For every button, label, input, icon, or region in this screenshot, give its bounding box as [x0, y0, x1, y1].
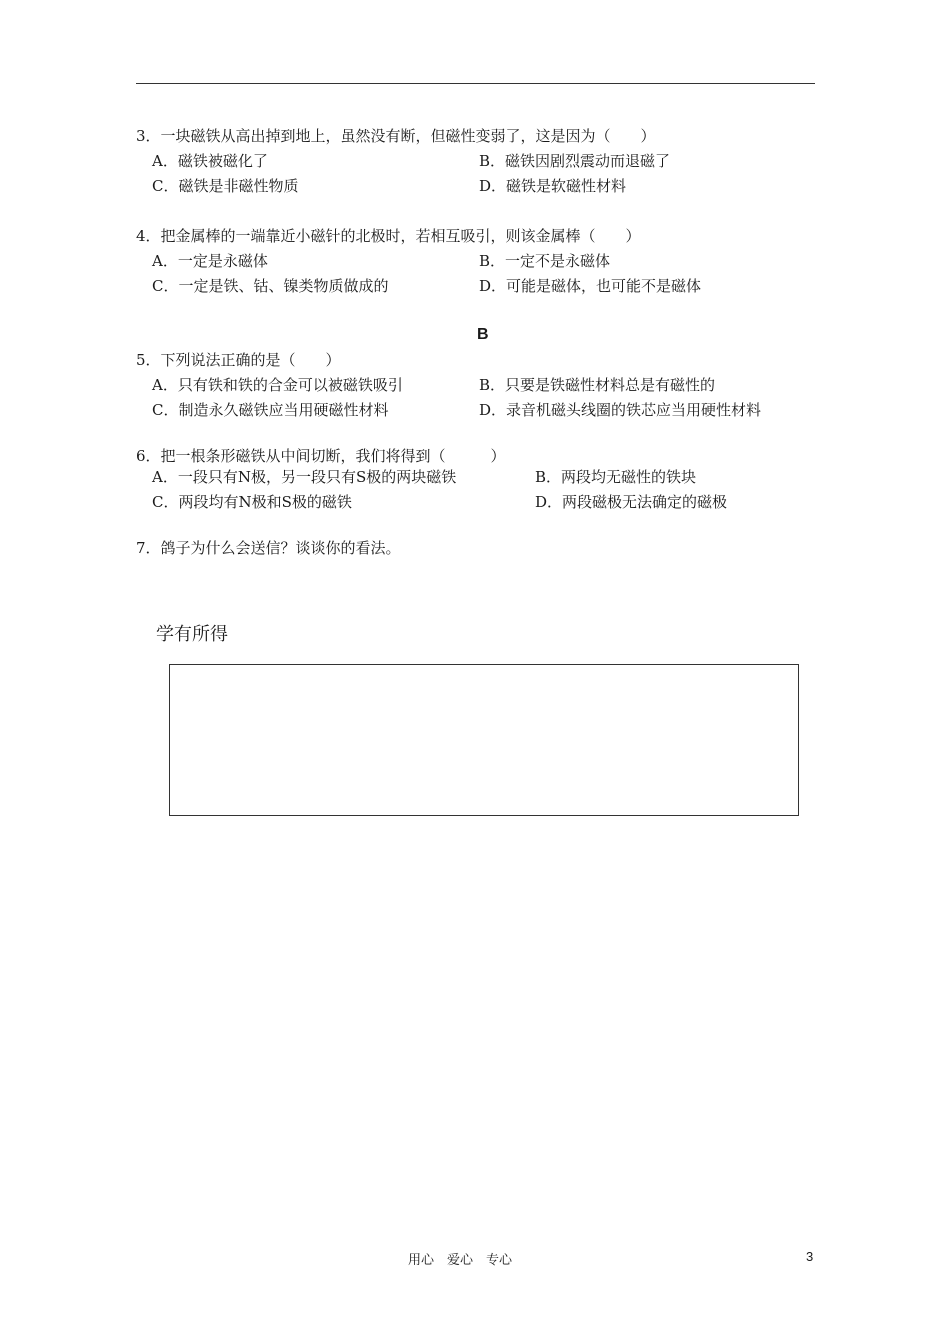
question-5-option-c: C．制造永久磁铁应当用硬磁性材料 — [152, 401, 389, 419]
question-3-option-c: C．磁铁是非磁性物质 — [152, 177, 299, 195]
question-6-option-d: D．两段磁极无法确定的磁极 — [535, 493, 728, 511]
question-5-option-d: D．录音机磁头线圈的铁芯应当用硬性材料 — [479, 401, 762, 419]
question-5-option-b: B．只要是铁磁性材料总是有磁性的 — [479, 376, 716, 394]
section-letter: B — [477, 326, 489, 343]
question-4-option-a: A．一定是永磁体 — [152, 252, 268, 270]
footer-motto: 用心 爱心 专心 — [408, 1253, 513, 1268]
question-6-stem: 6．把一根条形磁铁从中间切断，我们将得到（ ） — [136, 447, 506, 465]
question-6-option-c: C．两段均有N极和S极的磁铁 — [152, 493, 352, 511]
question-5-option-a: A．只有铁和铁的合金可以被磁铁吸引 — [152, 376, 403, 394]
page-number: 3 — [806, 1249, 814, 1264]
question-4-option-c: C．一定是铁、钴、镍类物质做成的 — [152, 277, 389, 295]
question-4-option-b: B．一定不是永磁体 — [479, 252, 611, 270]
question-3-option-a: A．磁铁被磁化了 — [152, 152, 268, 170]
question-4-stem: 4．把金属棒的一端靠近小磁针的北极时，若相互吸引，则该金属棒（ ） — [136, 227, 641, 245]
question-6-option-a: A．一段只有N极，另一段只有S极的两块磁铁 — [152, 468, 457, 486]
question-7-stem: 7．鸽子为什么会送信？谈谈你的看法。 — [136, 539, 401, 557]
summary-answer-box[interactable] — [169, 664, 799, 816]
question-3-option-d: D．磁铁是软磁性材料 — [479, 177, 627, 195]
question-3-option-b: B．磁铁因剧烈震动而退磁了 — [479, 152, 671, 170]
header-rule — [136, 83, 815, 84]
summary-title: 学有所得 — [156, 624, 228, 645]
question-5-stem: 5．下列说法正确的是（ ） — [136, 351, 341, 369]
question-3-stem: 3．一块磁铁从高出掉到地上，虽然没有断，但磁性变弱了，这是因为（ ） — [136, 127, 656, 145]
question-6-option-b: B．两段均无磁性的铁块 — [535, 468, 697, 486]
question-4-option-d: D．可能是磁体，也可能不是磁体 — [479, 277, 702, 295]
